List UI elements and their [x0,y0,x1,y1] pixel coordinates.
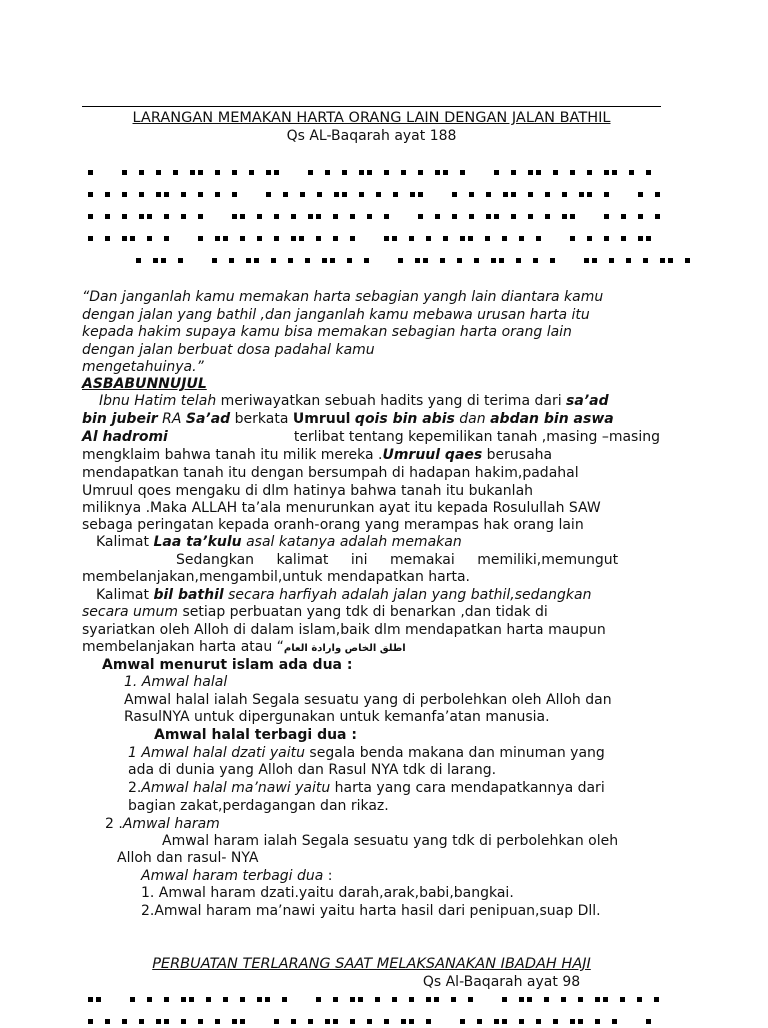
verse-dot [570,170,575,175]
verse-dot [105,236,110,241]
verse-dot [122,192,127,197]
verse-dot [198,192,203,197]
verse-dot [545,214,550,219]
verse-dot [643,258,648,263]
verse-dot [426,1019,431,1024]
verse-dot [384,170,389,175]
verse-dot [638,214,643,219]
verse-dot [330,258,335,263]
verse-dot [325,170,330,175]
verse-dot [178,258,183,263]
section-reference: Qs AL-Baqarah ayat 188 [286,128,457,144]
verse-dot [283,192,288,197]
verse-dot [443,170,448,175]
verse-dot [384,214,389,219]
verse-dot [342,192,347,197]
verse-dot [595,997,600,1002]
verse-dot [316,214,321,219]
verse-dot [130,997,135,1002]
verse-dot [122,1019,127,1024]
verse-dot [156,192,161,197]
verse-dot [105,1019,110,1024]
verse-dot [147,214,152,219]
verse-dot [156,170,161,175]
verse-dot [198,214,203,219]
verse-dot [308,170,313,175]
verse-dot [519,997,524,1002]
verse-dot [347,258,352,263]
verse-dot [646,170,651,175]
verse-dot [620,997,625,1002]
arabic-verse-row [136,255,692,267]
verse-dot [410,192,415,197]
verse-dot [136,258,141,263]
verse-dot [139,1019,144,1024]
verse-dot [122,170,127,175]
verse-dot [164,1019,169,1024]
kalimat-line: membelanjakan harta atau “اطلق الخاص وارادة العام [82,639,406,655]
asbab-line: Ibnu Hatim telah meriwayatkan sebuah hadits yang di terima dari sa’ad [99,393,609,409]
verse-dot [316,997,321,1002]
kalimat-line: Sedangkan kalimat ini memakai memiliki,memungut [176,552,619,568]
verse-dot [418,192,423,197]
asbab-line: miliknya .Maka ALLAH ta’ala menurunkan ayat itu kepada Rosulullah SAW [82,500,601,516]
verse-dot [215,236,220,241]
verse-dot [232,1019,237,1024]
verse-dot [519,236,524,241]
verse-dot [223,997,228,1002]
verse-dot [88,1019,93,1024]
verse-dot [198,236,203,241]
verse-dot [609,258,614,263]
verse-dot [503,192,508,197]
amwal-haram-title: 2 .Amwal haram [105,816,220,832]
verse-dot [308,1019,313,1024]
verse-dot [367,1019,372,1024]
verse-dot [595,1019,600,1024]
verse-dot [578,997,583,1002]
verse-dot [265,997,270,1002]
kalimat-line: membelanjakan,mengambil,untuk mendapatkan harta. [82,569,471,585]
verse-dot [232,192,237,197]
verse-dot [164,236,169,241]
verse-dot [621,236,626,241]
asbab-line: mengklaim bahwa tanah itu milik mereka .Umruul qaes berusaha [82,447,553,463]
verse-dot [570,1019,575,1024]
verse-dot [668,258,673,263]
verse-dot [604,236,609,241]
verse-dot [147,236,152,241]
verse-dot [491,258,496,263]
verse-dot [164,192,169,197]
verse-dot [460,1019,465,1024]
verse-dot [334,192,339,197]
verse-dot [333,214,338,219]
verse-dot [494,214,499,219]
verse-dot [223,236,228,241]
verse-dot [232,170,237,175]
verse-dot [173,170,178,175]
verse-dot [494,1019,499,1024]
section2-title: PERBUATAN TERLARANG SAAT MELAKSANAKAN IBADAH HAJI [152,956,591,972]
verse-dot [584,258,589,263]
asbab-line: bin jubeir RA Sa’ad berkata Umruul qois bin abis dan abdan bin aswa [82,411,614,427]
verse-dot [527,997,532,1002]
translation-line: dengan jalan yang bathil ,dan janganlah kamu mebawa urusan harta itu [82,307,590,323]
amwal-heading: Amwal menurut islam ada dua : [102,657,353,673]
verse-dot [384,1019,389,1024]
asbab-line: mendapatkan tanah itu dengan bersumpah di hadapan hakim,padahal [82,465,579,481]
verse-dot [562,214,567,219]
verse-dot [130,236,135,241]
amwal-text: 1. Amwal haram dzati.yaitu darah,arak,babi,bangkai. [141,885,514,901]
asbab-line: Umruul qoes mengaku di dlm hatinya bahwa tanah itu bukanlah [82,483,534,499]
verse-dot [300,192,305,197]
verse-dot [274,170,279,175]
section-title: LARANGAN MEMAKAN HARTA ORANG LAIN DENGAN JALAN BATHIL [132,110,611,126]
verse-dot [409,1019,414,1024]
verse-dot [367,214,372,219]
verse-dot [587,236,592,241]
verse-dot [655,192,660,197]
verse-dot [257,214,262,219]
verse-dot [486,192,491,197]
verse-dot [215,170,220,175]
verse-dot [392,997,397,1002]
verse-dot [499,258,504,263]
amwal-text: 2.Amwal haram ma’nawi yaitu harta hasil dari penipuan,suap Dll. [141,903,601,919]
verse-dot [384,236,389,241]
verse-dot [164,997,169,1002]
verse-dot [181,1019,186,1024]
verse-dot [350,997,355,1002]
verse-dot [460,236,465,241]
amwal-text: Amwal haram ialah Segala sesuatu yang tdk di perbolehkan oleh [162,833,619,849]
verse-dot [249,170,254,175]
verse-dot [502,236,507,241]
verse-dot [638,236,643,241]
section2-reference: Qs Al-Baqarah ayat 98 [422,974,581,990]
verse-dot [147,997,152,1002]
verse-dot [317,192,322,197]
translation-line: dengan jalan berbuat dosa padahal kamu [82,342,375,358]
verse-dot [604,170,609,175]
verse-dot [240,214,245,219]
verse-dot [604,214,609,219]
verse-dot [579,192,584,197]
verse-dot [181,192,186,197]
verse-dot [274,1019,279,1024]
verse-dot [316,236,321,241]
verse-dot [122,236,127,241]
verse-dot [502,997,507,1002]
verse-dot [139,192,144,197]
asbab-line: sebaga peringatan kepada oranh-orang yang merampas hak orang lain [82,517,584,533]
verse-dot [139,170,144,175]
verse-dot [274,214,279,219]
verse-dot [516,258,521,263]
verse-dot [626,258,631,263]
asbab-line: Al hadromi terlibat tentang kepemilikan tanah ,masing –masing [82,429,660,445]
verse-dot [561,997,566,1002]
amwal-text: 1 Amwal halal dzati yaitu segala benda makana dan minuman yang [128,745,605,761]
verse-dot [519,1019,524,1024]
verse-dot [528,214,533,219]
verse-dot [156,1019,161,1024]
verse-dot [502,1019,507,1024]
arabic-phrase: اطلق الخاص وارادة العام [283,643,406,654]
verse-dot [578,1019,583,1024]
arabic-verse-row [88,167,662,179]
verse-dot [655,214,660,219]
verse-dot [333,997,338,1002]
verse-dot [685,258,690,263]
verse-dot [359,170,364,175]
verse-dot [452,214,457,219]
verse-dot [415,258,420,263]
verse-dot [562,192,567,197]
verse-dot [229,258,234,263]
kalimat-line: Kalimat Laa ta’kulu asal katanya adalah memakan [96,534,462,550]
verse-dot [181,997,186,1002]
verse-dot [603,997,608,1002]
verse-dot [629,170,634,175]
verse-dot [486,214,491,219]
verse-dot [409,997,414,1002]
title-rule [82,106,661,107]
verse-dot [474,258,479,263]
asbab-heading: ASBABUNNUJUL [82,376,207,392]
verse-dot [367,170,372,175]
verse-dot [418,214,423,219]
verse-dot [189,997,194,1002]
verse-dot [553,1019,558,1024]
verse-dot [325,1019,330,1024]
verse-dot [550,258,555,263]
verse-dot [440,258,445,263]
verse-dot [291,236,296,241]
verse-dot [426,997,431,1002]
verse-dot [257,236,262,241]
verse-dot [435,170,440,175]
verse-dot [587,192,592,197]
verse-dot [240,236,245,241]
verse-dot [536,236,541,241]
translation-line: kepada hakim supaya kamu bisa memakan sebagian harta orang lain [82,324,572,340]
verse-dot [358,997,363,1002]
translation-line: mengetahuinya.” [82,359,204,375]
verse-dot [266,170,271,175]
verse-dot [88,214,93,219]
verse-dot [392,236,397,241]
amwal-halal-split: Amwal halal terbagi dua : [154,727,357,743]
amwal-haram-split: Amwal haram terbagi dua : [141,868,333,884]
verse-dot [364,258,369,263]
verse-dot [452,192,457,197]
verse-dot [528,192,533,197]
verse-dot [105,192,110,197]
verse-dot [181,214,186,219]
arabic-verse-row [88,233,662,245]
kalimat-line: Kalimat bil bathil secara harfiyah adalah jalan yang bathil,sedangkan [96,587,592,603]
verse-dot [426,236,431,241]
arabic-verse-row [88,1016,662,1028]
verse-dot [654,997,659,1002]
verse-dot [333,236,338,241]
verse-dot [638,192,643,197]
arabic-verse-row [88,189,662,201]
verse-dot [468,997,473,1002]
verse-dot [536,170,541,175]
arabic-verse-row [88,211,662,223]
amwal-text: bagian zakat,perdagangan dan rikaz. [128,798,389,814]
verse-dot [215,192,220,197]
verse-dot [291,1019,296,1024]
verse-dot [443,236,448,241]
verse-dot [212,258,217,263]
verse-dot [536,1019,541,1024]
amwal-text: Alloh dan rasul- NYA [117,850,259,866]
verse-dot [457,258,462,263]
verse-dot [469,192,474,197]
amwal-text: 2.Amwal halal ma’nawi yaitu harta yang cara mendapatkannya dari [128,780,605,796]
verse-dot [494,170,499,175]
verse-dot [621,214,626,219]
verse-dot [299,236,304,241]
verse-dot [254,258,259,263]
verse-dot [198,1019,203,1024]
verse-dot [291,214,296,219]
verse-dot [553,170,558,175]
verse-dot [153,258,158,263]
verse-dot [161,258,166,263]
verse-dot [418,170,423,175]
verse-dot [198,170,203,175]
verse-dot [350,236,355,241]
verse-dot [637,997,642,1002]
verse-dot [612,1019,617,1024]
verse-dot [359,192,364,197]
verse-dot [612,170,617,175]
verse-dot [544,997,549,1002]
verse-dot [350,214,355,219]
verse-dot [401,1019,406,1024]
verse-dot [468,236,473,241]
verse-dot [288,258,293,263]
verse-dot [435,214,440,219]
kalimat-line: secara umum setiap perbuatan yang tdk di benarkan ,dan tidak di [82,604,548,620]
verse-dot [164,214,169,219]
verse-dot [460,170,465,175]
verse-dot [592,258,597,263]
verse-dot [511,214,516,219]
verse-dot [376,192,381,197]
verse-dot [533,258,538,263]
verse-dot [401,170,406,175]
verse-dot [308,214,313,219]
verse-dot [322,258,327,263]
verse-dot [266,192,271,197]
verse-dot [646,1019,651,1024]
verse-dot [88,997,93,1002]
verse-dot [333,1019,338,1024]
amwal-text: ada di dunia yang Alloh dan Rasul NYA tdk di larang. [128,762,497,778]
verse-dot [206,997,211,1002]
verse-dot [88,236,93,241]
verse-dot [434,997,439,1002]
verse-dot [96,997,101,1002]
verse-dot [215,1019,220,1024]
verse-dot [646,236,651,241]
verse-dot [485,236,490,241]
verse-dot [88,170,93,175]
verse-dot [469,214,474,219]
amwal-text: RasulNYA untuk dipergunakan untuk kemanfa’atan manusia. [124,709,550,725]
verse-dot [342,170,347,175]
verse-dot [375,997,380,1002]
kalimat-line: syariatkan oleh Alloh di dalam islam,baik dlm mendapatkan harta maupun [82,622,606,638]
verse-dot [570,236,575,241]
verse-dot [545,192,550,197]
verse-dot [511,192,516,197]
verse-dot [511,170,516,175]
verse-dot [282,997,287,1002]
verse-dot [393,192,398,197]
verse-dot [305,258,310,263]
verse-dot [271,258,276,263]
verse-dot [409,236,414,241]
verse-dot [240,997,245,1002]
verse-dot [105,214,110,219]
verse-dot [477,1019,482,1024]
verse-dot [350,1019,355,1024]
verse-dot [190,170,195,175]
verse-dot [139,214,144,219]
amwal-text: Amwal halal ialah Segala sesuatu yang di perbolehkan oleh Alloh dan [124,692,612,708]
verse-dot [587,170,592,175]
verse-dot [398,258,403,263]
verse-dot [88,192,93,197]
verse-dot [528,170,533,175]
verse-dot [257,997,262,1002]
verse-dot [451,997,456,1002]
verse-dot [570,214,575,219]
verse-dot [423,258,428,263]
arabic-verse-row [88,994,662,1006]
verse-dot [246,258,251,263]
amwal-halal-title: 1. Amwal halal [124,674,228,690]
verse-dot [232,214,237,219]
verse-dot [122,214,127,219]
verse-dot [660,258,665,263]
translation-line: “Dan janganlah kamu memakan harta sebagian yangh lain diantara kamu [82,289,604,305]
verse-dot [604,192,609,197]
verse-dot [240,1019,245,1024]
verse-dot [274,236,279,241]
